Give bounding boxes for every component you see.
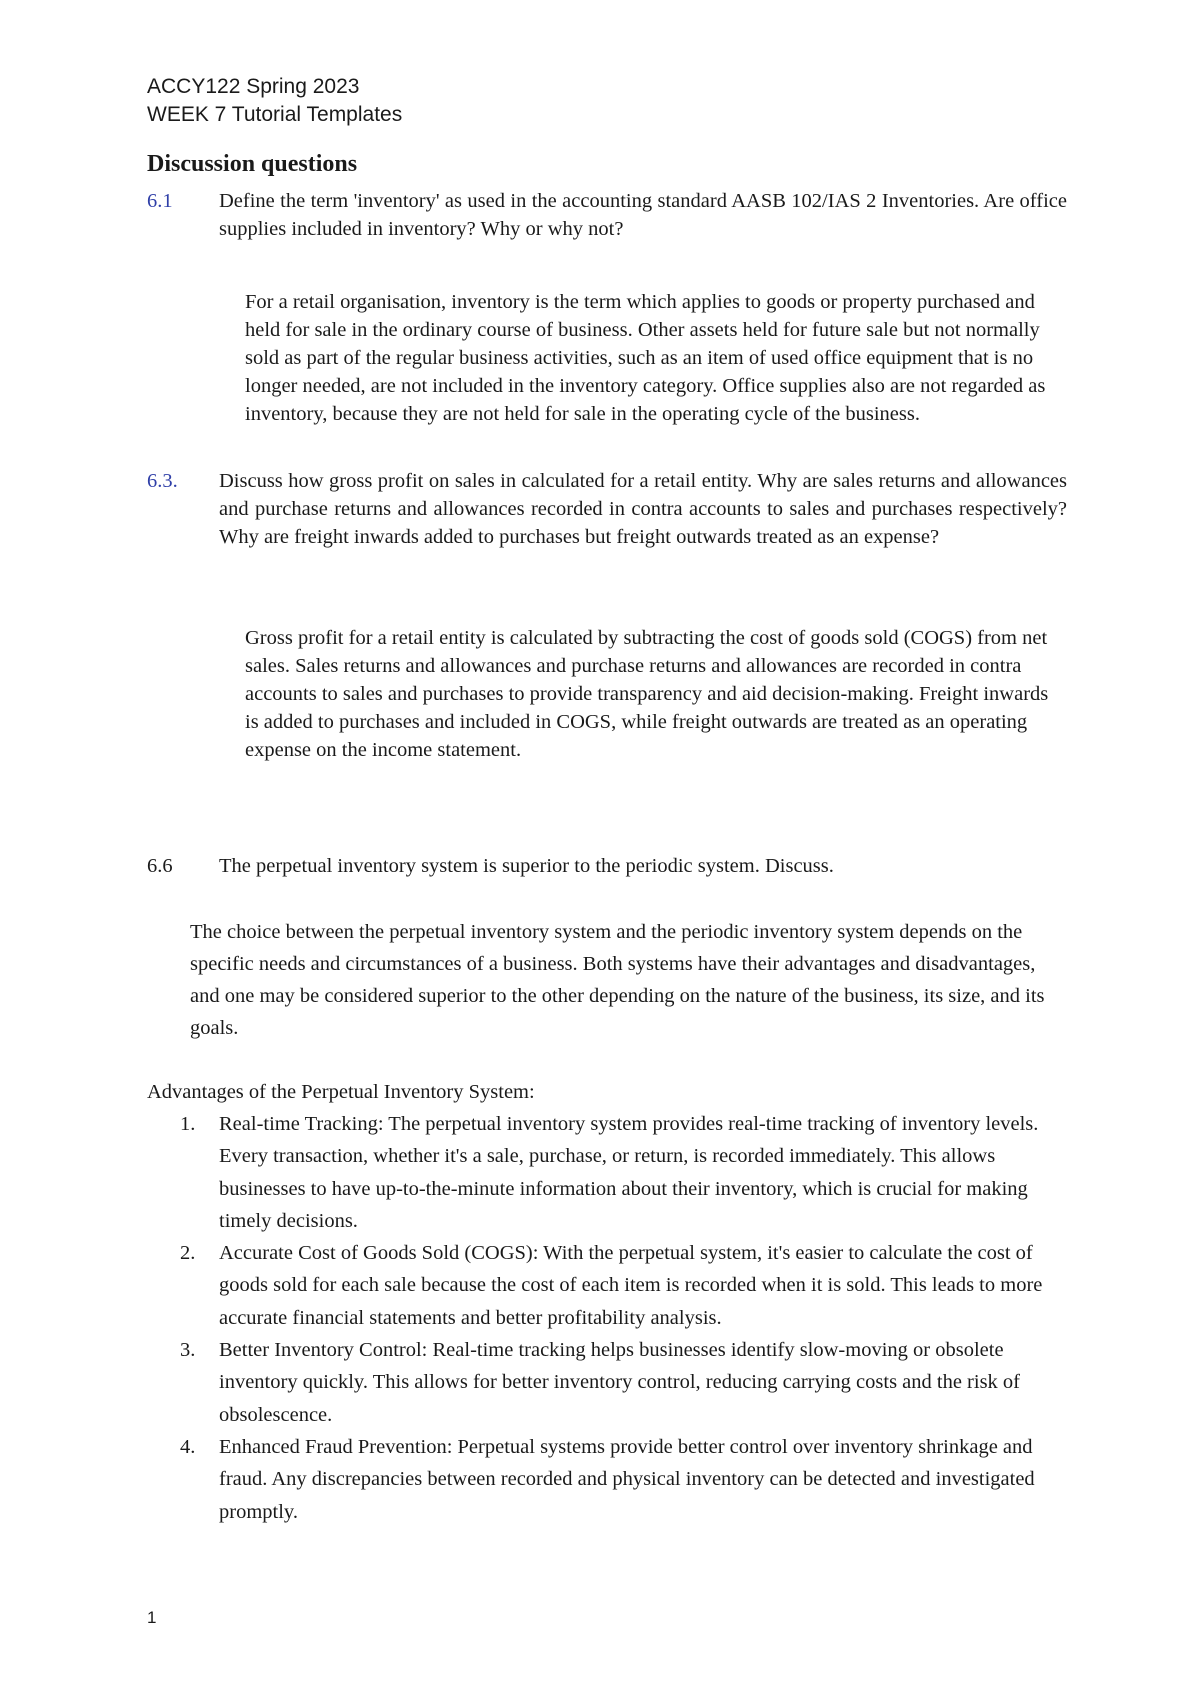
list-item-number: 1.: [180, 1113, 196, 1135]
list-item-text: Enhanced Fraud Prevention: Perpetual systems provide better control over inventory shrinkage and fraud. Any discrepancies between recorded and physical inventory can be detected and investigated promptly.: [219, 1435, 1035, 1523]
list-item: [147, 1108, 1067, 1237]
question-6-6: [147, 852, 1067, 880]
answer-6-1: For a retail organisation, inventory is the term which applies to goods or property purchased and held for sale in the ordinary course of business. Other assets held for future sale but not normally sold as part of the regular business activities, such as an item of used office equipment that is no longer needed, are not included in the inventory category. Office supplies also are not regarded as inventory, because they are not held for sale in the operating cycle of the business.: [245, 291, 1046, 425]
list-item-text: Better Inventory Control: Real-time tracking helps businesses identify slow-moving or obsolete inventory quickly. This allows for better inventory control, reducing carrying costs and the risk of obsolescence.: [219, 1339, 1021, 1426]
answer-6-3: Gross profit for a retail entity is calculated by subtracting the cost of goods sold (COGS) from net sales. Sales returns and allowances and purchase returns and allowances are recorded in contra accounts to sales and purchases to provide transparency and aid decision-making. Freight inwards is added to purchases and included in COGS, while freight outwards are treated as an operating expense on the income statement.: [245, 627, 1049, 761]
list-item: [147, 1237, 1067, 1334]
question-6-1: [147, 187, 1067, 243]
section-title: Discussion questions: [147, 151, 358, 177]
list-item: [147, 1431, 1067, 1528]
answer-6-6: The choice between the perpetual inventory system and the periodic inventory system depends on the specific needs and circumstances of a business. Both systems have their advantages and disadvantages, and one may be considered superior to the other depending on the nature of the business, its size, and its goals.: [190, 921, 1045, 1039]
list-item: [147, 1334, 1067, 1431]
list-item-number: 3.: [180, 1339, 196, 1362]
list-item-text: Accurate Cost of Goods Sold (COGS): With the perpetual system, it's easier to calculate the cost of goods sold for each sale because the cost of each item is recorded when it is sold. This leads to more accurate financial statements and better profitability analysis.: [219, 1242, 1043, 1329]
page-number: 1: [147, 1608, 157, 1627]
week-header: WEEK 7 Tutorial Templates: [147, 103, 403, 126]
question-number: 6.1: [147, 190, 173, 212]
list-item-text: Real-time Tracking: The perpetual inventory system provides real-time tracking of inventory levels. Every transaction, whether it's a sale, purchase, or return, is recorded immediately. This allows businesses to have up-to-the-minute information about their inventory, which is crucial for making timely decisions.: [219, 1113, 1039, 1232]
question-text: Define the term 'inventory' as used in the accounting standard AASB 102/IAS 2 Inventories. Are office supplies included in inventory? Why or why not?: [219, 190, 1067, 240]
question-number: 6.6: [147, 855, 173, 877]
course-header: ACCY122 Spring 2023: [147, 75, 360, 98]
question-text: The perpetual inventory system is superior to the periodic system. Discuss.: [219, 855, 834, 877]
question-number: 6.3.: [147, 470, 178, 492]
list-item-number: 4.: [180, 1435, 196, 1458]
advantages-heading: Advantages of the Perpetual Inventory System:: [147, 1081, 535, 1103]
question-text: Discuss how gross profit on sales in calculated for a retail entity. Why are sales returns and allowances and purchase returns and allowances recorded in contra accounts to sales and purchases respectively? Why are freight inwards added to purchases but freight outwards treated as an expense?: [219, 470, 1067, 548]
question-6-3: [147, 467, 1067, 551]
advantages-list: [147, 1108, 1067, 1528]
list-item-number: 2.: [180, 1242, 196, 1265]
